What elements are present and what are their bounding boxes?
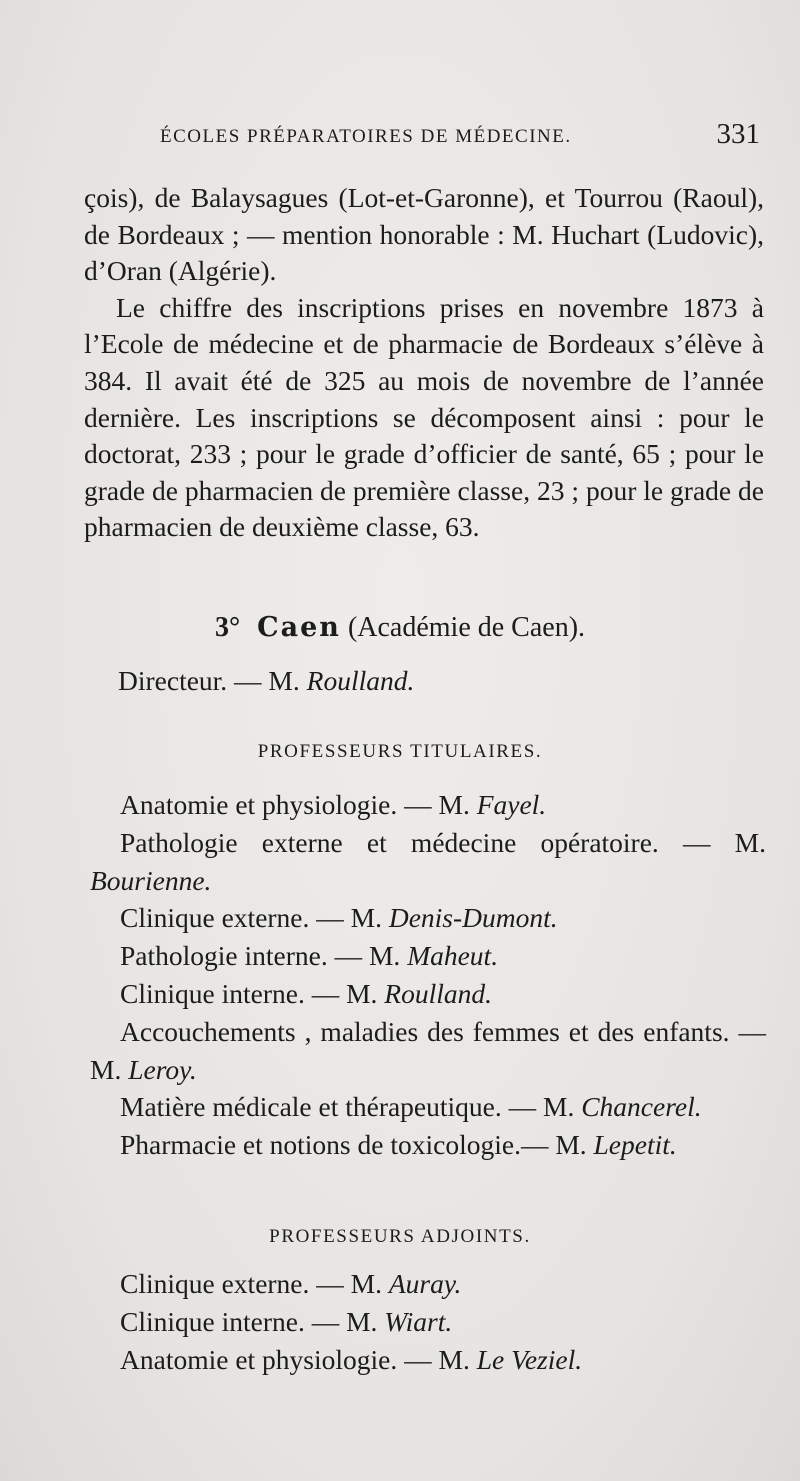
page-header xyxy=(160,118,760,158)
adjoints-list xyxy=(90,1265,766,1378)
list-item: Clinique externe. — M. Auray. xyxy=(120,1268,462,1299)
intro-text xyxy=(84,180,764,546)
list-item: Anatomie et physiologie. — M. Le Veziel. xyxy=(120,1343,583,1375)
list-item: Clinique interne. — M. Roulland. xyxy=(120,977,492,1009)
titulaires-list xyxy=(90,786,766,1164)
list-item: Clinique interne. — M. Wiart. xyxy=(120,1305,453,1337)
list-item: Anatomie et physiologie. — M. Fayel. xyxy=(120,789,547,820)
director-label: Directeur. — M. xyxy=(118,665,300,696)
list-item: Pathologie interne. — M. Maheut. xyxy=(120,940,499,972)
section-title xyxy=(0,612,800,644)
list-item: Matière médicale et thérapeutique. — M. Chancerel. xyxy=(120,1091,702,1123)
list-item: Pathologie externe et médecine opératoire. — M. Bourienne. xyxy=(90,826,766,896)
intro-paragraph-2: Le chiffre des inscriptions prises en novembre 1873 à l’Ecole de médecine et de pharmacie de Bordeaux s’élève à 384. Il avait été de 325 au mois de novembre de l’année dernière. Les inscriptions se décomposent ainsi : pour le doctorat, 233 ; pour le grade d’officier de santé, 65 ; pour le grade de pharmacien de première classe, 23 ; pour le grade de pharmacien de deuxième classe, 63. xyxy=(84,291,764,543)
director-line xyxy=(118,665,414,697)
section-academy: (Académie de Caen). xyxy=(347,612,586,643)
section-number: 3° xyxy=(214,612,241,643)
list-item: Clinique externe. — M. Denis-Dumont. xyxy=(120,902,558,934)
section-city: Caen xyxy=(257,612,341,643)
list-item: Accouchements , maladies des femmes et des enfants. — M. Leroy. xyxy=(90,1015,766,1085)
intro-paragraph-1: çois), de Balaysagues (Lot-et-Garonne), et Tourrou (Raoul), de Bordeaux ; — mention honorable : M. Huchart (Ludovic), d’Oran (Algérie). xyxy=(84,182,764,287)
list-item: Pharmacie et notions de toxicologie.— M. Lepetit. xyxy=(120,1129,677,1161)
director-name: Roulland. xyxy=(306,665,415,696)
page-number: 331 xyxy=(716,118,760,150)
adjoints-heading: PROFESSEURS ADJOINTS. xyxy=(269,1226,531,1247)
titulaires-heading: PROFESSEURS TITULAIRES. xyxy=(257,741,543,762)
running-head: ÉCOLES PRÉPARATOIRES DE MÉDECINE. xyxy=(160,126,572,147)
